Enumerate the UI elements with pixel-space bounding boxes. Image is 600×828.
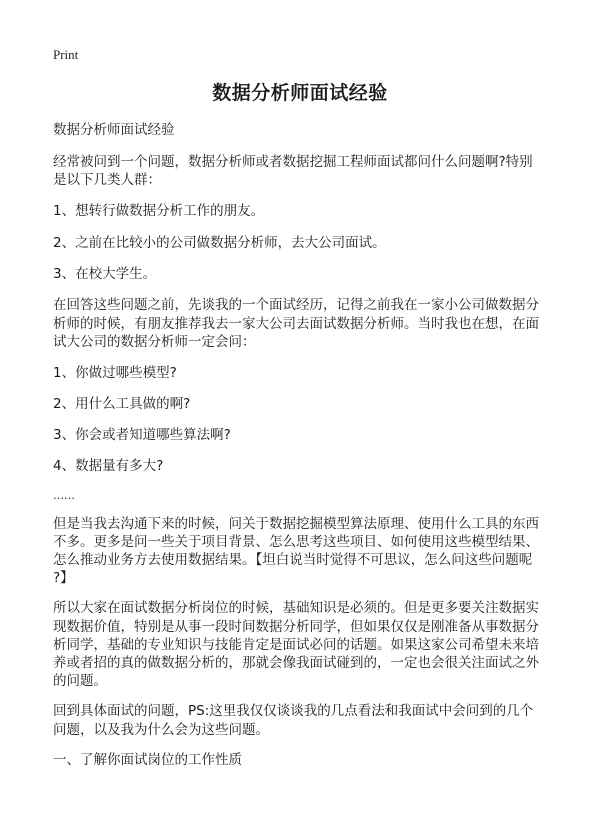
para-basics-line-2: 现数据价值，特别是从事一段时间数据分析同学，但如果仅仅是刚准备从事数据分 — [53, 619, 539, 635]
para-actual-line-2: 不多。更多是问一些关于项目背景、怎么思考这些项目、如何使用这些模型结果、 — [53, 534, 539, 550]
question-4: 4、数据量有多大? — [53, 458, 164, 474]
para-actual-line-1: 但是当我去沟通下来的时候，问关于数据挖掘模型算法原理、使用什么工具的东西 — [53, 516, 539, 532]
question-2: 2、用什么工具做的啊? — [53, 396, 191, 412]
document-subtitle: 数据分析师面试经验 — [53, 122, 175, 138]
list-item-3: 3、在校大学生。 — [53, 266, 157, 282]
question-3: 3、你会或者知道哪些算法啊? — [53, 427, 231, 443]
ellipsis: …… — [53, 489, 75, 502]
para-actual-line-4: ?】 — [53, 570, 74, 586]
para-basics-line-3: 析同学，基础的专业知识与技能肯定是面试必问的话题。如果这家公司希望未来培 — [53, 637, 539, 653]
para-experience-line-3: 试大公司的数据分析师一定会问： — [53, 334, 256, 350]
para-intro-line-1: 经常被问到一个问题，数据分析师或者数据挖掘工程师面试都问什么问题啊?特别 — [53, 154, 533, 170]
para-actual-line-3: 怎么推动业务方去使用数据结果。【坦白说当时觉得不可思议，怎么问这些问题呢 — [53, 552, 533, 568]
para-experience-line-2: 析师的时候，有朋友推荐我去一家大公司去面试数据分析师。当时我也在想，在面 — [53, 316, 539, 332]
para-ps-line-2: 问题，以及我为什么会为这些问题。 — [53, 722, 269, 738]
question-1: 1、你做过哪些模型? — [53, 365, 177, 381]
para-basics-line-1: 所以大家在面试数据分析岗位的时候，基础知识是必须的。但是更多要关注数据实 — [53, 600, 539, 616]
print-link[interactable]: Print — [53, 47, 79, 62]
list-item-1: 1、想转行做数据分析工作的朋友。 — [53, 203, 265, 219]
para-basics-line-4: 养或者招的真的做数据分析的，那就会像我面试碰到的，一定也会很关注面试之外 — [53, 655, 539, 671]
page-title: 数据分析师面试经验 — [212, 82, 388, 104]
para-experience-line-1: 在回答这些问题之前，先谈我的一个面试经历，记得之前我在一家小公司做数据分 — [53, 297, 539, 313]
para-ps-line-1: 回到具体面试的问题，PS:这里我仅仅谈谈我的几点看法和我面试中会问到的几个 — [53, 703, 534, 719]
list-item-2: 2、之前在比较小的公司做数据分析师，去大公司面试。 — [53, 235, 386, 251]
section-heading-1: 一、了解你面试岗位的工作性质 — [53, 752, 242, 768]
para-intro-line-2: 是以下几类人群： — [53, 172, 161, 188]
para-basics-line-5: 的问题。 — [53, 673, 107, 689]
